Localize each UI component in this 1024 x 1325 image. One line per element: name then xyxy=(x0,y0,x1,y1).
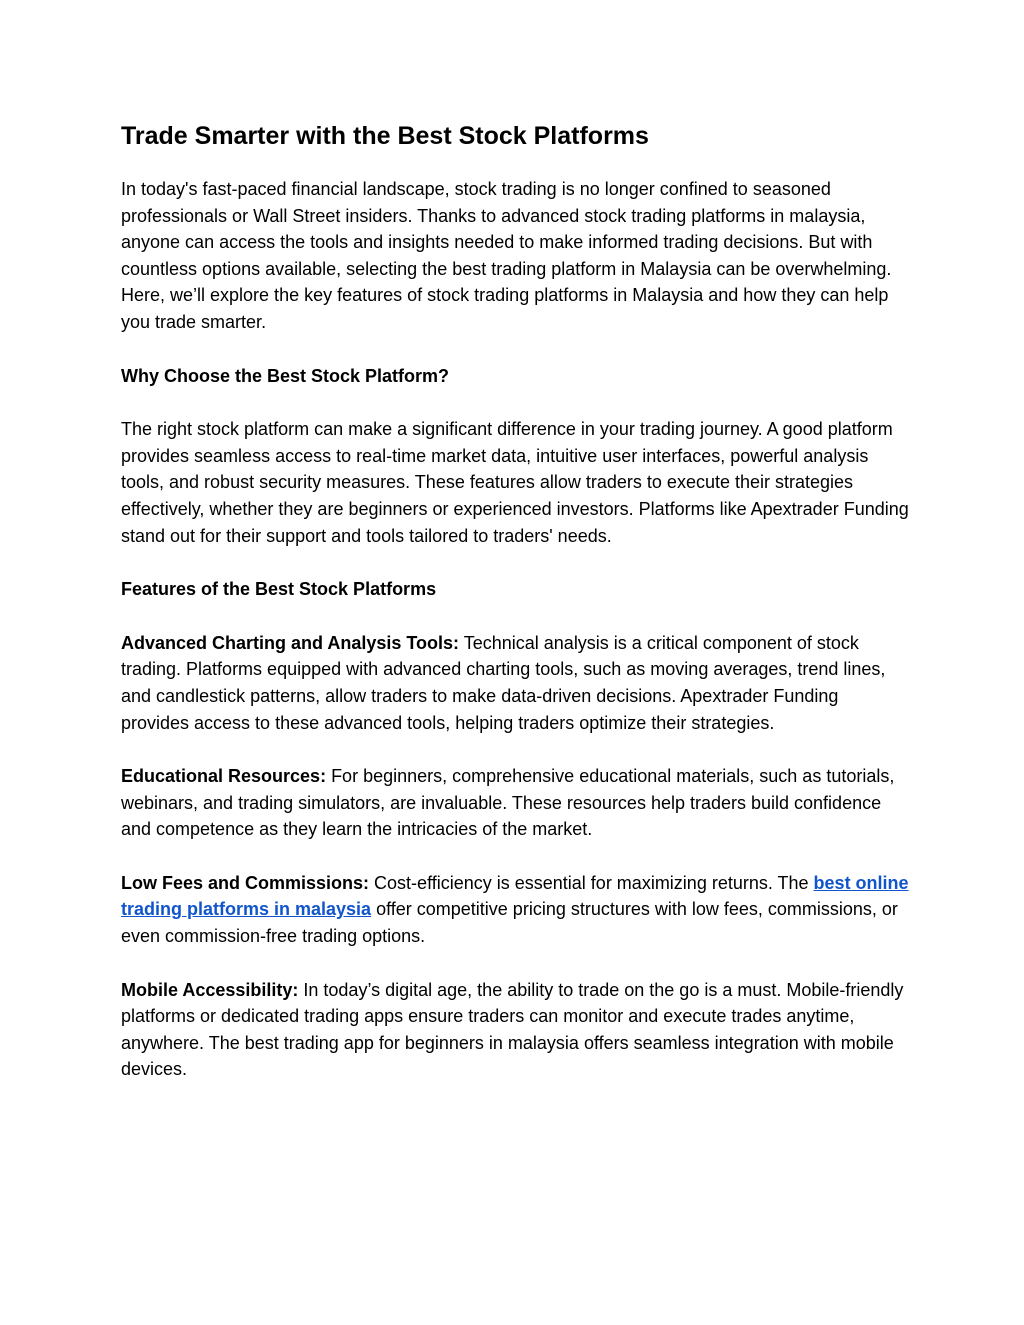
feature-fees xyxy=(121,870,911,950)
feature-fees-label: Low Fees and Commissions: xyxy=(121,872,370,893)
feature-fees-text-before: Cost-efficiency is essential for maximizing returns. The xyxy=(369,872,814,893)
document-page xyxy=(121,117,911,1083)
page-title: Trade Smarter with the Best Stock Platforms xyxy=(121,122,649,150)
feature-education-label: Educational Resources: xyxy=(121,766,327,787)
intro-paragraph: In today's fast-paced financial landscape, stock trading is no longer confined to seasoned professionals or Wall Street insiders. Thanks to advanced stock trading platforms in malaysia, anyone can access the tools and insights needed to make informed trading decisions. But with countless options available, selecting the best trading platform in Malaysia can be overwhelming. Here, we’ll explore the key features of stock trading platforms in Malaysia and how they can help you trade smarter. xyxy=(121,179,892,332)
trading-platforms-link[interactable]: best online trading platforms in malaysia xyxy=(121,872,909,920)
why-heading: Why Choose the Best Stock Platform? xyxy=(121,365,450,386)
feature-fees-text-after: offer competitive pricing structures with low fees, commissions, or even commission-free trading options. xyxy=(121,899,898,947)
features-heading: Features of the Best Stock Platforms xyxy=(121,579,437,600)
feature-charting-text: Technical analysis is a critical component of stock trading. Platforms equipped with advanced charting tools, such as moving averages, trend lines, and candlestick patterns, allow traders to make data-driven decisions. Apextrader Funding provides access to these advanced tools, helping traders optimize their strategies. xyxy=(121,632,886,733)
feature-mobile-text: In today’s digital age, the ability to trade on the go is a must. Mobile-friendly platforms or dedicated trading apps ensure traders can monitor and execute trades anytime, anywhere. The best trading app for beginners in malaysia offers seamless integration with mobile devices. xyxy=(121,979,904,1080)
why-paragraph: The right stock platform can make a significant difference in your trading journey. A good platform provides seamless access to real-time market data, intuitive user interfaces, powerful analysis tools, and robust security measures. These features allow traders to execute their strategies effectively, whether they are beginners or experienced investors. Platforms like Apextrader Funding stand out for their support and tools tailored to traders' needs. xyxy=(121,419,909,546)
feature-mobile xyxy=(121,977,911,1083)
feature-charting-label: Advanced Charting and Analysis Tools: xyxy=(121,632,460,653)
feature-mobile-label: Mobile Accessibility: xyxy=(121,979,299,1000)
feature-education xyxy=(121,763,911,843)
feature-education-text: For beginners, comprehensive educational materials, such as tutorials, webinars, and trading simulators, are invaluable. These resources help traders build confidence and competence as they learn the intricacies of the market. xyxy=(121,766,895,840)
feature-charting xyxy=(121,630,911,736)
